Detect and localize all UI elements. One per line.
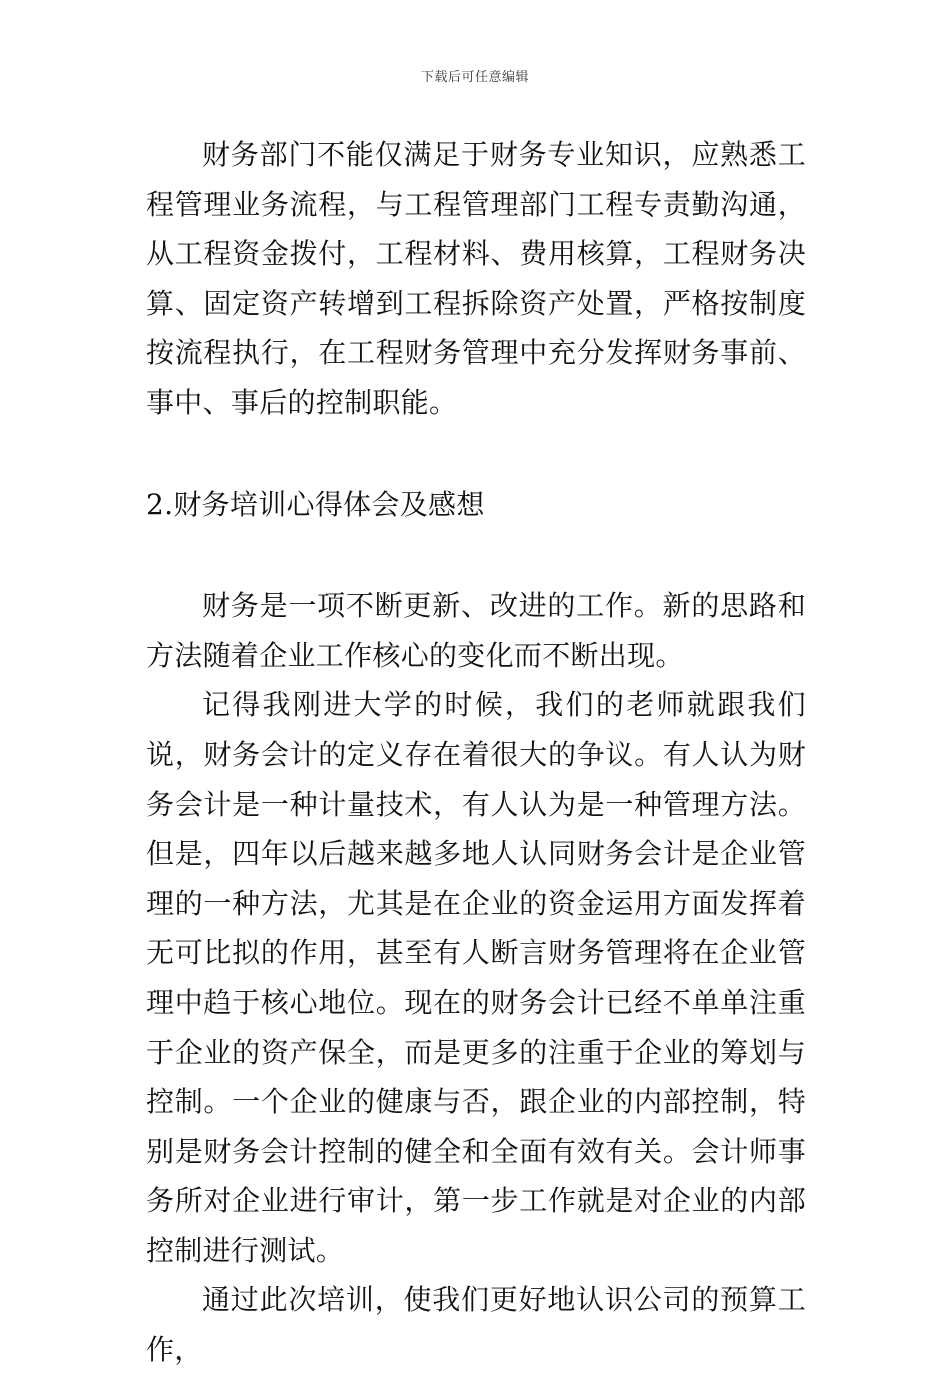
page-header: 下载后可任意编辑 bbox=[420, 70, 529, 85]
document-body bbox=[146, 130, 806, 1375]
paragraph-training-budget: 通过此次培训，使我们更好地认识公司的预算工作， bbox=[146, 1283, 806, 1367]
paragraph-engineering-finance: 财务部门不能仅满足于财务专业知识，应熟悉工程管理业务流程，与工程管理部门工程专责勤沟通，从工程资金拨付，工程材料、费用核算，工程财务决算、固定资产转增到工程拆除资产处置，严格按制度按流程执行，在工程财务管理中充分发挥财务事前、事中、事后的控制职能。 bbox=[146, 138, 806, 419]
section-heading: 2.财务培训心得体会及感想 bbox=[146, 487, 485, 521]
spacer bbox=[146, 428, 806, 480]
paragraph-finance-updating: 财务是一项不断更新、改进的工作。新的思路和方法随着企业工作核心的变化而不断出现。 bbox=[146, 589, 806, 672]
paragraph-university-memory: 记得我刚进大学的时候，我们的老师就跟我们说，财务会计的定义存在着很大的争议。有人认为财务会计是一种计量技术，有人认为是一种管理方法。但是，四年以后越来越多地人认同财务会计是企业管理的一种方法，尤其是在企业的资金运用方面发挥着无可比拟的作用，甚至有人断言财务管理将在企业管理中趋于核心地位。现在的财务会计已经不单单注重于企业的资产保全，而是更多的注重于企业的筹划与控制。一个企业的健康与否，跟企业的内部控制，特别是财务会计控制的健全和全面有效有关。会计师事务所对企业进行审计，第一步工作就是对企业的内部控制进行测试。 bbox=[146, 688, 806, 1267]
spacer bbox=[146, 529, 806, 581]
